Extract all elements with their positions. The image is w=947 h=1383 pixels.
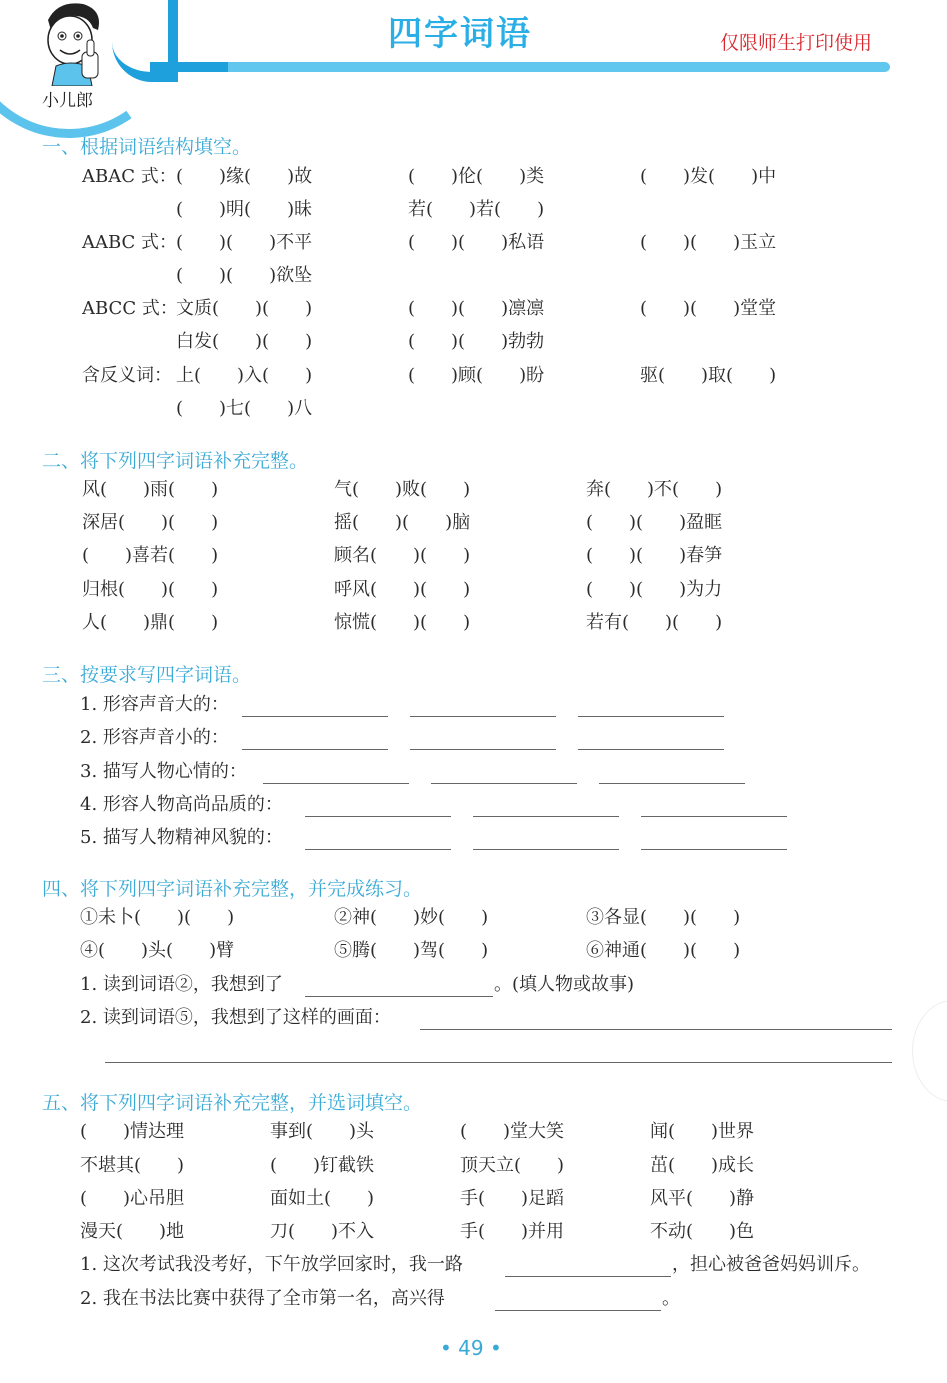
s4-q1-prefix: 1. 读到词语②，我想到了 bbox=[80, 974, 283, 995]
mascot-name: 小儿郎 bbox=[42, 91, 93, 111]
header-band-accent bbox=[150, 62, 230, 72]
s2-item: ( )( )为力 bbox=[586, 579, 723, 600]
s2-item: 风( )雨( ) bbox=[82, 479, 219, 500]
s1-item: 文质( )( ) bbox=[176, 298, 313, 319]
s1-item: 白发( )( ) bbox=[176, 331, 313, 352]
answer-blank[interactable] bbox=[263, 783, 409, 784]
s5-item: 不动( )色 bbox=[650, 1221, 755, 1242]
s1-item: 若( )若( ) bbox=[408, 199, 545, 220]
s5-item: ( )钉截铁 bbox=[270, 1155, 375, 1176]
s4-q2-prefix: 2. 读到词语⑤，我想到了这样的画面： bbox=[80, 1007, 391, 1028]
s1-item: ( )( )玉立 bbox=[640, 232, 777, 253]
print-note: 仅限师生打印使用 bbox=[720, 32, 873, 54]
page-title: 四字词语 bbox=[388, 14, 532, 54]
s5-item: 漫天( )地 bbox=[80, 1221, 185, 1242]
answer-blank[interactable] bbox=[242, 716, 388, 717]
s5-q1-suffix: ，担心被爸爸妈妈训斥。 bbox=[672, 1254, 870, 1275]
answer-blank[interactable] bbox=[410, 749, 556, 750]
s1-item: ( )( )凛凛 bbox=[408, 298, 545, 319]
answer-blank[interactable] bbox=[242, 749, 388, 750]
s5-item: 茁( )成长 bbox=[650, 1155, 755, 1176]
s3-question: 2. 形容声音小的： bbox=[80, 727, 229, 748]
answer-blank[interactable] bbox=[505, 1276, 671, 1277]
s3-question: 5. 描写人物精神风貌的： bbox=[80, 827, 283, 848]
s5-item: 面如土( ) bbox=[270, 1188, 375, 1209]
s5-item: 风平( )静 bbox=[650, 1188, 755, 1209]
s5-item: 手( )足蹈 bbox=[460, 1188, 565, 1209]
s1-item: ( )顾( )盼 bbox=[408, 365, 545, 386]
answer-blank[interactable] bbox=[105, 1062, 892, 1063]
s2-item: ( )( )春笋 bbox=[586, 545, 723, 566]
s2-item: 惊慌( )( ) bbox=[334, 612, 471, 633]
answer-blank[interactable] bbox=[641, 816, 787, 817]
s5-q2-suffix: 。 bbox=[662, 1288, 680, 1309]
answer-blank[interactable] bbox=[641, 849, 787, 850]
s2-item: 归根( )( ) bbox=[82, 579, 219, 600]
s1-item: ( )发( )中 bbox=[640, 166, 777, 187]
s1-item: ( )七( )八 bbox=[176, 398, 313, 419]
s1-item: ( )( )欲坠 bbox=[176, 265, 313, 286]
answer-blank[interactable] bbox=[410, 716, 556, 717]
s5-item: 手( )并用 bbox=[460, 1221, 565, 1242]
answer-blank[interactable] bbox=[473, 849, 619, 850]
answer-blank[interactable] bbox=[305, 816, 451, 817]
s5-item: ( )堂大笑 bbox=[460, 1121, 565, 1142]
mascot-boy-thumbs-up-icon bbox=[38, 0, 108, 86]
section-5-title: 五、将下列四字词语补充完整，并选词填空。 bbox=[42, 1092, 423, 1114]
s5-item: 闻( )世界 bbox=[650, 1121, 755, 1142]
answer-blank[interactable] bbox=[578, 716, 724, 717]
s5-item: ( )情达理 bbox=[80, 1121, 185, 1142]
s1-item: ( )( )不平 bbox=[176, 232, 313, 253]
section-4-title: 四、将下列四字词语补充完整，并完成练习。 bbox=[42, 878, 423, 900]
s1-item: ( )缘( )故 bbox=[176, 166, 313, 187]
s2-item: ( )( )盈眶 bbox=[586, 512, 723, 533]
s1-row-label: AABC 式： bbox=[82, 232, 178, 253]
s5-item: 事到( )头 bbox=[270, 1121, 375, 1142]
s2-item: 若有( )( ) bbox=[586, 612, 723, 633]
answer-blank[interactable] bbox=[420, 1029, 892, 1030]
section-3-title: 三、按要求写四字词语。 bbox=[42, 664, 252, 686]
page-edge-decoration bbox=[912, 1000, 947, 1102]
header-band bbox=[228, 62, 890, 72]
s2-item: 奔( )不( ) bbox=[586, 479, 723, 500]
answer-blank[interactable] bbox=[473, 816, 619, 817]
s1-item: 驱( )取( ) bbox=[640, 365, 777, 386]
s1-item: ( )( )勃勃 bbox=[408, 331, 545, 352]
s4-item: ③各显( )( ) bbox=[586, 907, 741, 928]
s3-question: 4. 形容人物高尚品质的： bbox=[80, 794, 283, 815]
s1-item: ( )( )私语 bbox=[408, 232, 545, 253]
s1-row-label: 含反义词： bbox=[82, 365, 172, 386]
s3-question: 1. 形容声音大的： bbox=[80, 694, 229, 715]
s4-item: ①未卜( )( ) bbox=[80, 907, 235, 928]
s5-q2-prefix: 2. 我在书法比赛中获得了全市第一名，高兴得 bbox=[80, 1288, 445, 1309]
s2-item: 气( )败( ) bbox=[334, 479, 471, 500]
s1-item: 上( )入( ) bbox=[176, 365, 313, 386]
s5-q1-prefix: 1. 这次考试我没考好，下午放学回家时，我一路 bbox=[80, 1254, 463, 1275]
s4-item: ⑤腾( )驾( ) bbox=[334, 940, 489, 961]
s2-item: 摇( )( )脑 bbox=[334, 512, 471, 533]
answer-blank[interactable] bbox=[599, 783, 745, 784]
answer-blank[interactable] bbox=[578, 749, 724, 750]
s5-item: 不堪其( ) bbox=[80, 1155, 185, 1176]
s2-item: 深居( )( ) bbox=[82, 512, 219, 533]
s4-item: ④( )头( )臂 bbox=[80, 940, 235, 961]
s1-item: ( )( )堂堂 bbox=[640, 298, 777, 319]
answer-blank[interactable] bbox=[305, 849, 451, 850]
s5-item: 顶天立( ) bbox=[460, 1155, 565, 1176]
s2-item: 呼风( )( ) bbox=[334, 579, 471, 600]
s4-item: ⑥神通( )( ) bbox=[586, 940, 741, 961]
s2-item: ( )喜若( ) bbox=[82, 545, 219, 566]
answer-blank[interactable] bbox=[495, 1310, 661, 1311]
page-number: • 49 • bbox=[440, 1336, 502, 1360]
s5-item: ( )心吊胆 bbox=[80, 1188, 185, 1209]
s5-item: 刀( )不入 bbox=[270, 1221, 375, 1242]
section-1-title: 一、根据词语结构填空。 bbox=[42, 136, 252, 158]
answer-blank[interactable] bbox=[305, 996, 493, 997]
answer-blank[interactable] bbox=[431, 783, 577, 784]
section-2-title: 二、将下列四字词语补充完整。 bbox=[42, 450, 309, 472]
s2-item: 人( )鼎( ) bbox=[82, 612, 219, 633]
s1-item: ( )明( )昧 bbox=[176, 199, 313, 220]
s2-item: 顾名( )( ) bbox=[334, 545, 471, 566]
s1-row-label: ABAC 式： bbox=[82, 166, 177, 187]
s1-row-label: ABCC 式： bbox=[82, 298, 178, 319]
s4-q1-suffix: 。(填人物或故事) bbox=[494, 974, 635, 995]
s4-item: ②神( )妙( ) bbox=[334, 907, 489, 928]
s3-question: 3. 描写人物心情的： bbox=[80, 761, 247, 782]
s1-item: ( )伦( )类 bbox=[408, 166, 545, 187]
